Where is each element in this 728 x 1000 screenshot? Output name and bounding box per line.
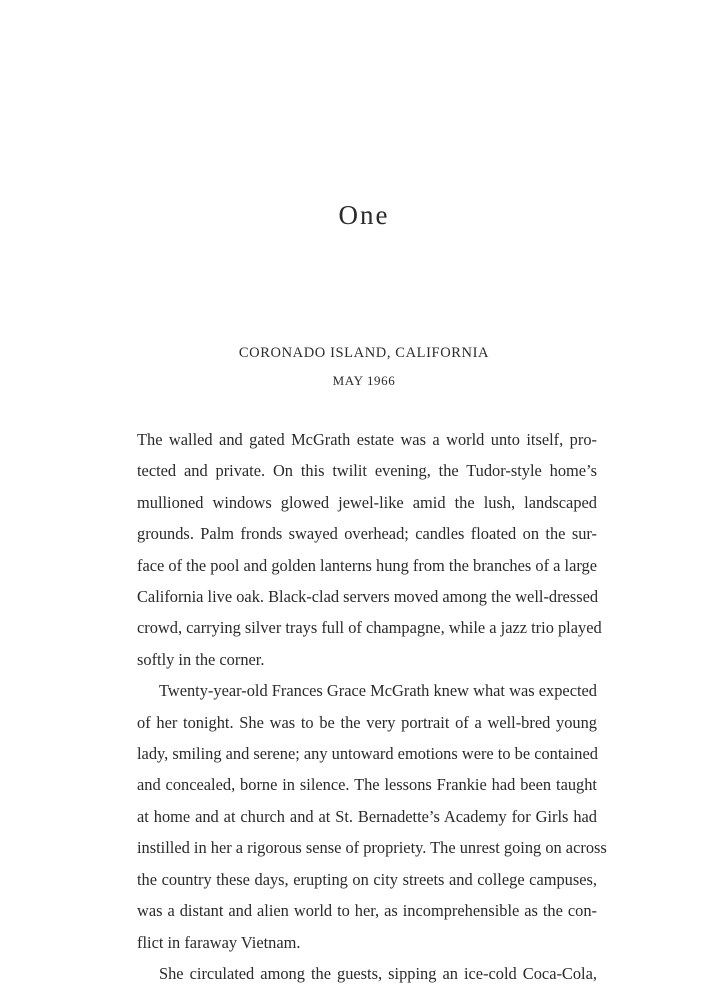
paragraph-1 xyxy=(137,424,602,675)
text-line: instilled in her a rigorous sense of propriety. The unrest going on across xyxy=(137,838,607,858)
text-line: at home and at church and at St. Bernadette’s Academy for Girls had xyxy=(137,806,597,826)
text-line: crowd, carrying silver trays full of champagne, while a jazz trio played xyxy=(137,618,602,638)
text-line: California live oak. Black-clad servers moved among the well-dressed xyxy=(137,587,599,607)
text-line: lady, smiling and serene; any untoward emotions were to be contained xyxy=(137,744,598,764)
text-line: was a distant and alien world to her, as incomprehensible as the con- xyxy=(137,901,597,921)
chapter-date: MAY 1966 xyxy=(332,373,396,388)
paragraph-3 xyxy=(137,958,597,989)
text-line: softly in the corner. xyxy=(137,649,265,669)
text-line: and concealed, borne in silence. The lessons Frankie had been taught xyxy=(137,775,597,795)
text-line: the country these days, erupting on city streets and college campuses, xyxy=(137,869,597,889)
chapter-title: One xyxy=(338,200,390,230)
text-line: Twenty-year-old Frances Grace McGrath knew what was expected xyxy=(159,681,597,701)
chapter-location: CORONADO ISLAND, CALIFORNIA xyxy=(238,345,490,361)
paragraph-2 xyxy=(137,675,607,958)
text-line: mullioned windows glowed jewel-like amid the lush, landscaped xyxy=(137,492,597,512)
text-line: face of the pool and golden lanterns hung from the branches of a large xyxy=(137,555,597,575)
text-line: of her tonight. She was to be the very portrait of a well-bred young xyxy=(137,712,597,732)
text-line: She circulated among the guests, sipping an ice-cold Coca-Cola, xyxy=(159,963,597,983)
text-line: tected and private. On this twilit evening, the Tudor-style home’s xyxy=(137,461,597,481)
text-line: The walled and gated McGrath estate was a world unto itself, pro- xyxy=(137,430,597,449)
text-line: flict in faraway Vietnam. xyxy=(137,932,301,952)
chapter-body xyxy=(137,424,607,989)
text-line: grounds. Palm fronds swayed overhead; candles floated on the sur- xyxy=(137,524,597,544)
